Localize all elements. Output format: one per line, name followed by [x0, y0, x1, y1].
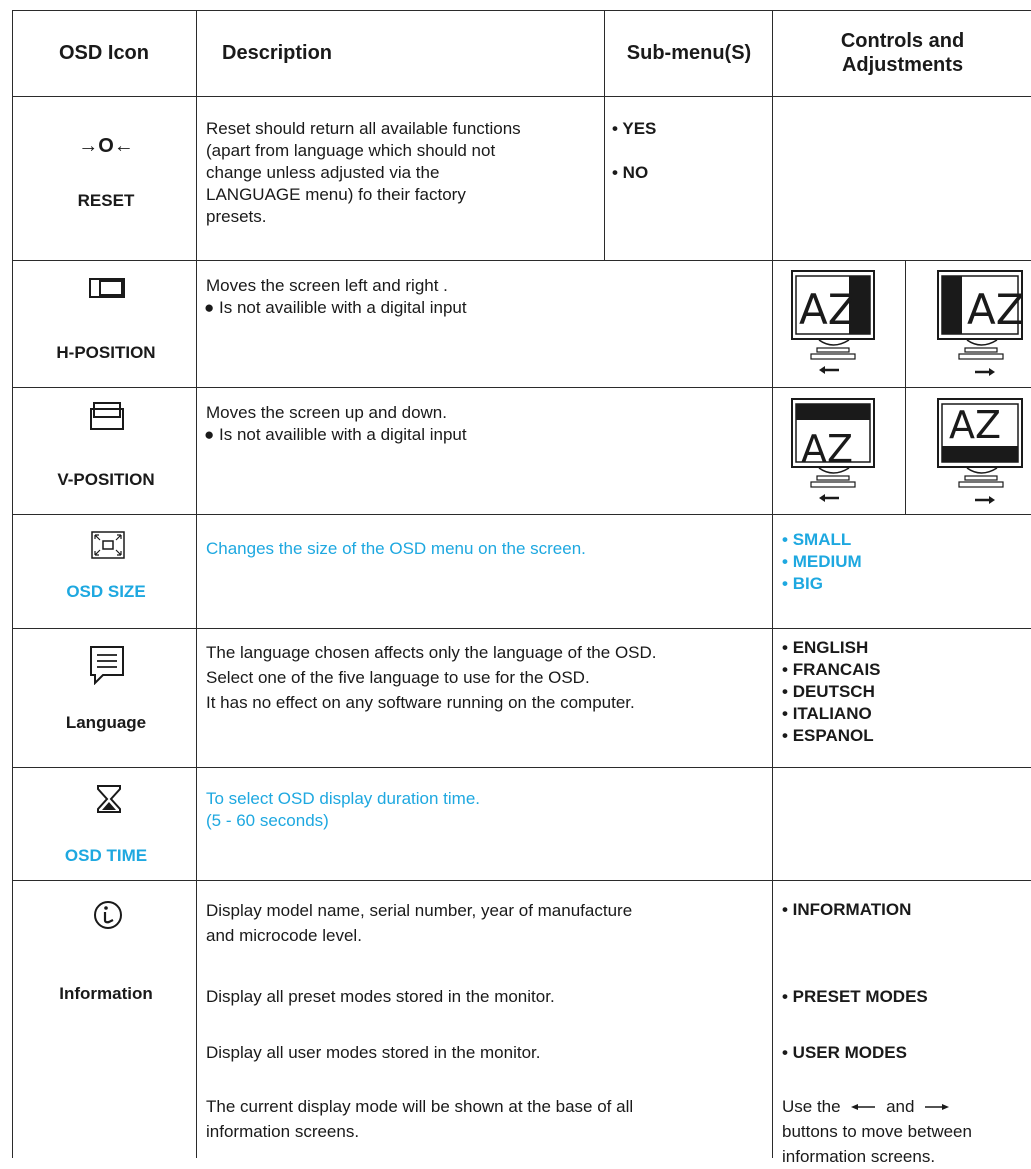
controls-line2: buttons to move between	[782, 1122, 972, 1141]
svg-text:AZ: AZ	[799, 285, 857, 334]
v-position-description	[206, 402, 766, 446]
table-border-left	[12, 10, 13, 1158]
desc-line: and microcode level.	[206, 926, 362, 945]
column-divider	[772, 10, 773, 1158]
desc-line: (apart from language which should not	[206, 141, 496, 160]
desc-line: Display model name, serial number, year of manufacture	[206, 901, 633, 920]
desc-line: The current display mode will be shown at the base of all	[206, 1097, 634, 1116]
row-divider	[12, 514, 1031, 515]
information-description-1	[206, 898, 766, 948]
desc-line: Moves the screen up and down.	[206, 403, 447, 422]
header-controls-line1: Controls and	[840, 30, 965, 52]
language-description	[206, 640, 776, 715]
submenu-big: • BIG	[782, 573, 862, 595]
controls-line3: information screens.	[782, 1147, 936, 1166]
osd-time-label: OSD TIME	[64, 846, 148, 865]
header-description: Description	[222, 42, 333, 64]
left-arrow-icon	[849, 1102, 877, 1112]
info-icon	[93, 900, 123, 930]
osd-size-description: Changes the size of the OSD menu on the screen.	[206, 539, 586, 558]
osd-size-submenu	[782, 529, 862, 595]
row-divider	[12, 260, 1031, 261]
submenu-user-modes: • USER MODES	[782, 1043, 907, 1062]
desc-line: information screens.	[206, 1122, 360, 1141]
submenu-small: • SMALL	[782, 529, 862, 551]
desc-line: Moves the screen left and right .	[206, 276, 448, 295]
header-controls	[774, 29, 1031, 77]
row-divider	[12, 387, 1031, 388]
row-divider	[12, 628, 1031, 629]
reset-label: RESET	[77, 191, 135, 210]
desc-line: It has no effect on any software running on the computer.	[206, 693, 635, 712]
information-label: Information	[59, 984, 153, 1003]
reset-description	[206, 118, 601, 228]
desc-line: change unless adjusted via the	[206, 163, 440, 182]
dot-bullet: ●	[204, 425, 219, 444]
controls-use-the: Use the	[782, 1097, 841, 1116]
osd-size-icon	[91, 531, 125, 559]
osd-time-description	[206, 788, 766, 832]
submenu-no: • NO	[612, 163, 649, 182]
note-text: Is not availible with a digital input	[219, 298, 467, 317]
table-border-top	[12, 10, 1031, 11]
svg-text:AZ: AZ	[967, 285, 1025, 334]
header-submenu: Sub-menu(S)	[626, 42, 752, 64]
submenu-francais: • FRANCAIS	[782, 659, 881, 681]
h-position-icon	[89, 276, 127, 300]
desc-line: To select OSD display duration time.	[206, 789, 481, 808]
controls-and: and	[886, 1097, 915, 1116]
desc-line: LANGUAGE menu) fo their factory	[206, 185, 466, 204]
osd-size-label: OSD SIZE	[66, 582, 146, 601]
submenu-yes: • YES	[612, 119, 657, 138]
monitor-image-up	[935, 396, 1027, 508]
monitor-image-left	[789, 268, 879, 380]
header-divider	[12, 96, 1031, 97]
desc-line: The language chosen affects only the language of the OSD.	[206, 643, 657, 662]
reset-icon: →O←	[78, 135, 134, 157]
hourglass-icon	[96, 784, 122, 814]
column-divider	[604, 10, 605, 260]
information-description-3: Display all user modes stored in the monitor.	[206, 1043, 541, 1062]
monitor-image-right	[935, 268, 1027, 380]
submenu-english: • ENGLISH	[782, 637, 881, 659]
language-label: Language	[65, 713, 147, 732]
v-position-label: V-POSITION	[57, 470, 155, 489]
header-osd-icon: OSD Icon	[58, 42, 149, 64]
desc-line: Select one of the five language to use for the OSD.	[206, 668, 590, 687]
row-divider	[12, 880, 1031, 881]
dot-bullet: ●	[204, 298, 219, 317]
submenu-italiano: • ITALIANO	[782, 703, 881, 725]
h-position-description	[206, 275, 766, 319]
information-description-4	[206, 1094, 766, 1144]
submenu-espanol: • ESPANOL	[782, 725, 881, 747]
monitor-image-down	[789, 396, 879, 508]
right-arrow-icon	[923, 1102, 951, 1112]
svg-text:AZ: AZ	[949, 403, 1002, 447]
v-position-icon	[89, 401, 125, 431]
header-controls-line2: Adjustments	[841, 54, 964, 76]
row-divider	[12, 767, 1031, 768]
svg-text:AZ: AZ	[801, 427, 854, 471]
desc-line: presets.	[206, 207, 267, 226]
h-position-label: H-POSITION	[56, 343, 156, 362]
controls-line1	[782, 1094, 1031, 1119]
desc-note	[206, 297, 766, 319]
desc-line: (5 - 60 seconds)	[206, 811, 329, 830]
submenu-medium: • MEDIUM	[782, 551, 862, 573]
note-text: Is not availible with a digital input	[219, 425, 467, 444]
desc-line: Reset should return all available functions	[206, 119, 521, 138]
desc-note	[206, 424, 766, 446]
language-submenu	[782, 637, 881, 747]
submenu-deutsch: • DEUTSCH	[782, 681, 881, 703]
information-description-2: Display all preset modes stored in the monitor.	[206, 987, 555, 1006]
submenu-information: • INFORMATION	[782, 900, 912, 919]
column-divider	[905, 260, 906, 514]
submenu-preset-modes: • PRESET MODES	[782, 987, 928, 1006]
language-icon	[89, 645, 125, 685]
